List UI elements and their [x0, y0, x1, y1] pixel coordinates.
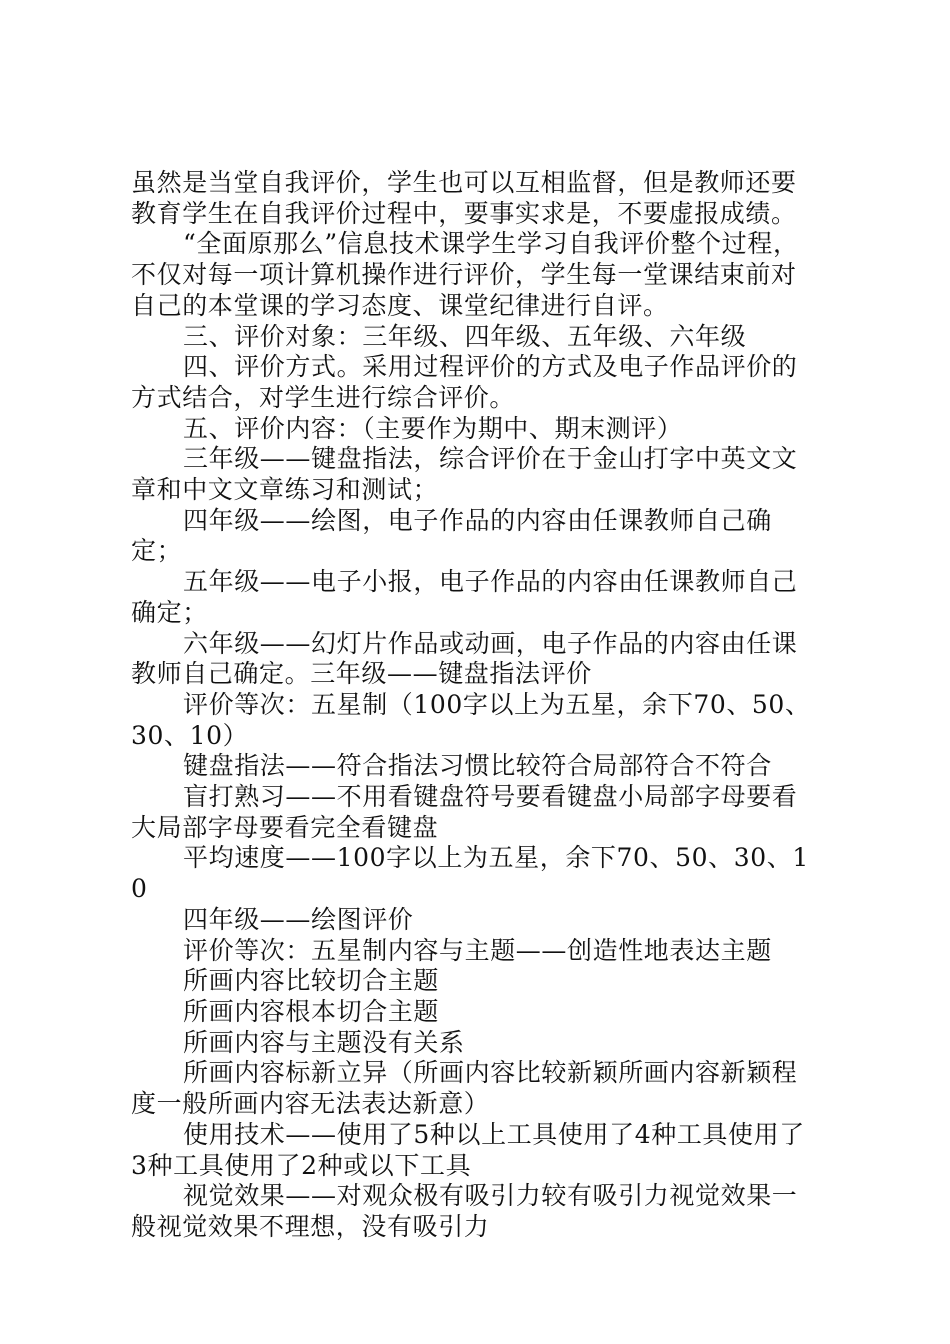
paragraph: 所画内容与主题没有关系: [183, 1027, 465, 1057]
paragraph: 键盘指法——符合指法习惯比较符合局部符合不符合: [183, 751, 772, 781]
paragraph: 五年级——电子小报，电子作品的内容由任课教师自己确定；: [131, 567, 798, 627]
document-body: [131, 168, 821, 1243]
paragraph: 平均速度——100字以上为五星，余下70、50、30、10: [131, 843, 809, 904]
paragraph: 三、评价对象：三年级、四年级、五年级、六年级: [183, 321, 747, 351]
paragraph: 虽然是当堂自我评价，学生也可以互相监督，但是教师还要教育学生在自我评价过程中，要事实求是，不要虚报成绩。: [131, 168, 797, 228]
paragraph: 三年级——键盘指法，综合评价在于金山打字中英文文章和中文文章练习和测试；: [131, 444, 798, 505]
paragraph: 六年级——幻灯片作品或动画，电子作品的内容由任课教师自己确定。三年级——键盘指法评价: [131, 628, 798, 689]
paragraph: 所画内容标新立异（所画内容比较新颖所画内容新颖程度一般所画内容无法表达新意）: [131, 1058, 798, 1119]
paragraph: 四、评价方式。采用过程评价的方式及电子作品评价的方式结合，对学生进行综合评价。: [131, 352, 798, 412]
paragraph: 五、评价内容：（主要作为期中、期末测评）: [183, 413, 683, 443]
paragraph: 所画内容比较切合主题: [183, 966, 440, 996]
paragraph: 视觉效果——对观众极有吸引力较有吸引力视觉效果一般视觉效果不理想，没有吸引力: [131, 1181, 798, 1241]
paragraph: “全面原那么”信息技术课学生学习自我评价整个过程，不仅对每一项计算机操作进行评价，学生每一堂课结束前对自己的本堂课的学习态度、课堂纪律进行自评。: [131, 229, 799, 320]
paragraph: 所画内容根本切合主题: [183, 996, 440, 1026]
paragraph: 盲打熟习——不用看键盘符号要看键盘小局部字母要看大局部字母要看完全看键盘: [131, 782, 798, 842]
paragraph: 使用技术——使用了5种以上工具使用了4种工具使用了3种工具使用了2种或以下工具: [131, 1119, 805, 1180]
paragraph: 评价等次：五星制内容与主题——创造性地表达主题: [183, 935, 772, 965]
paragraph: 评价等次：五星制（100字以上为五星，余下70、50、30、10）: [131, 689, 811, 750]
paragraph: 四年级——绘图，电子作品的内容由任课教师自己确定；: [131, 505, 772, 566]
paragraph: 四年级——绘图评价: [183, 904, 414, 934]
